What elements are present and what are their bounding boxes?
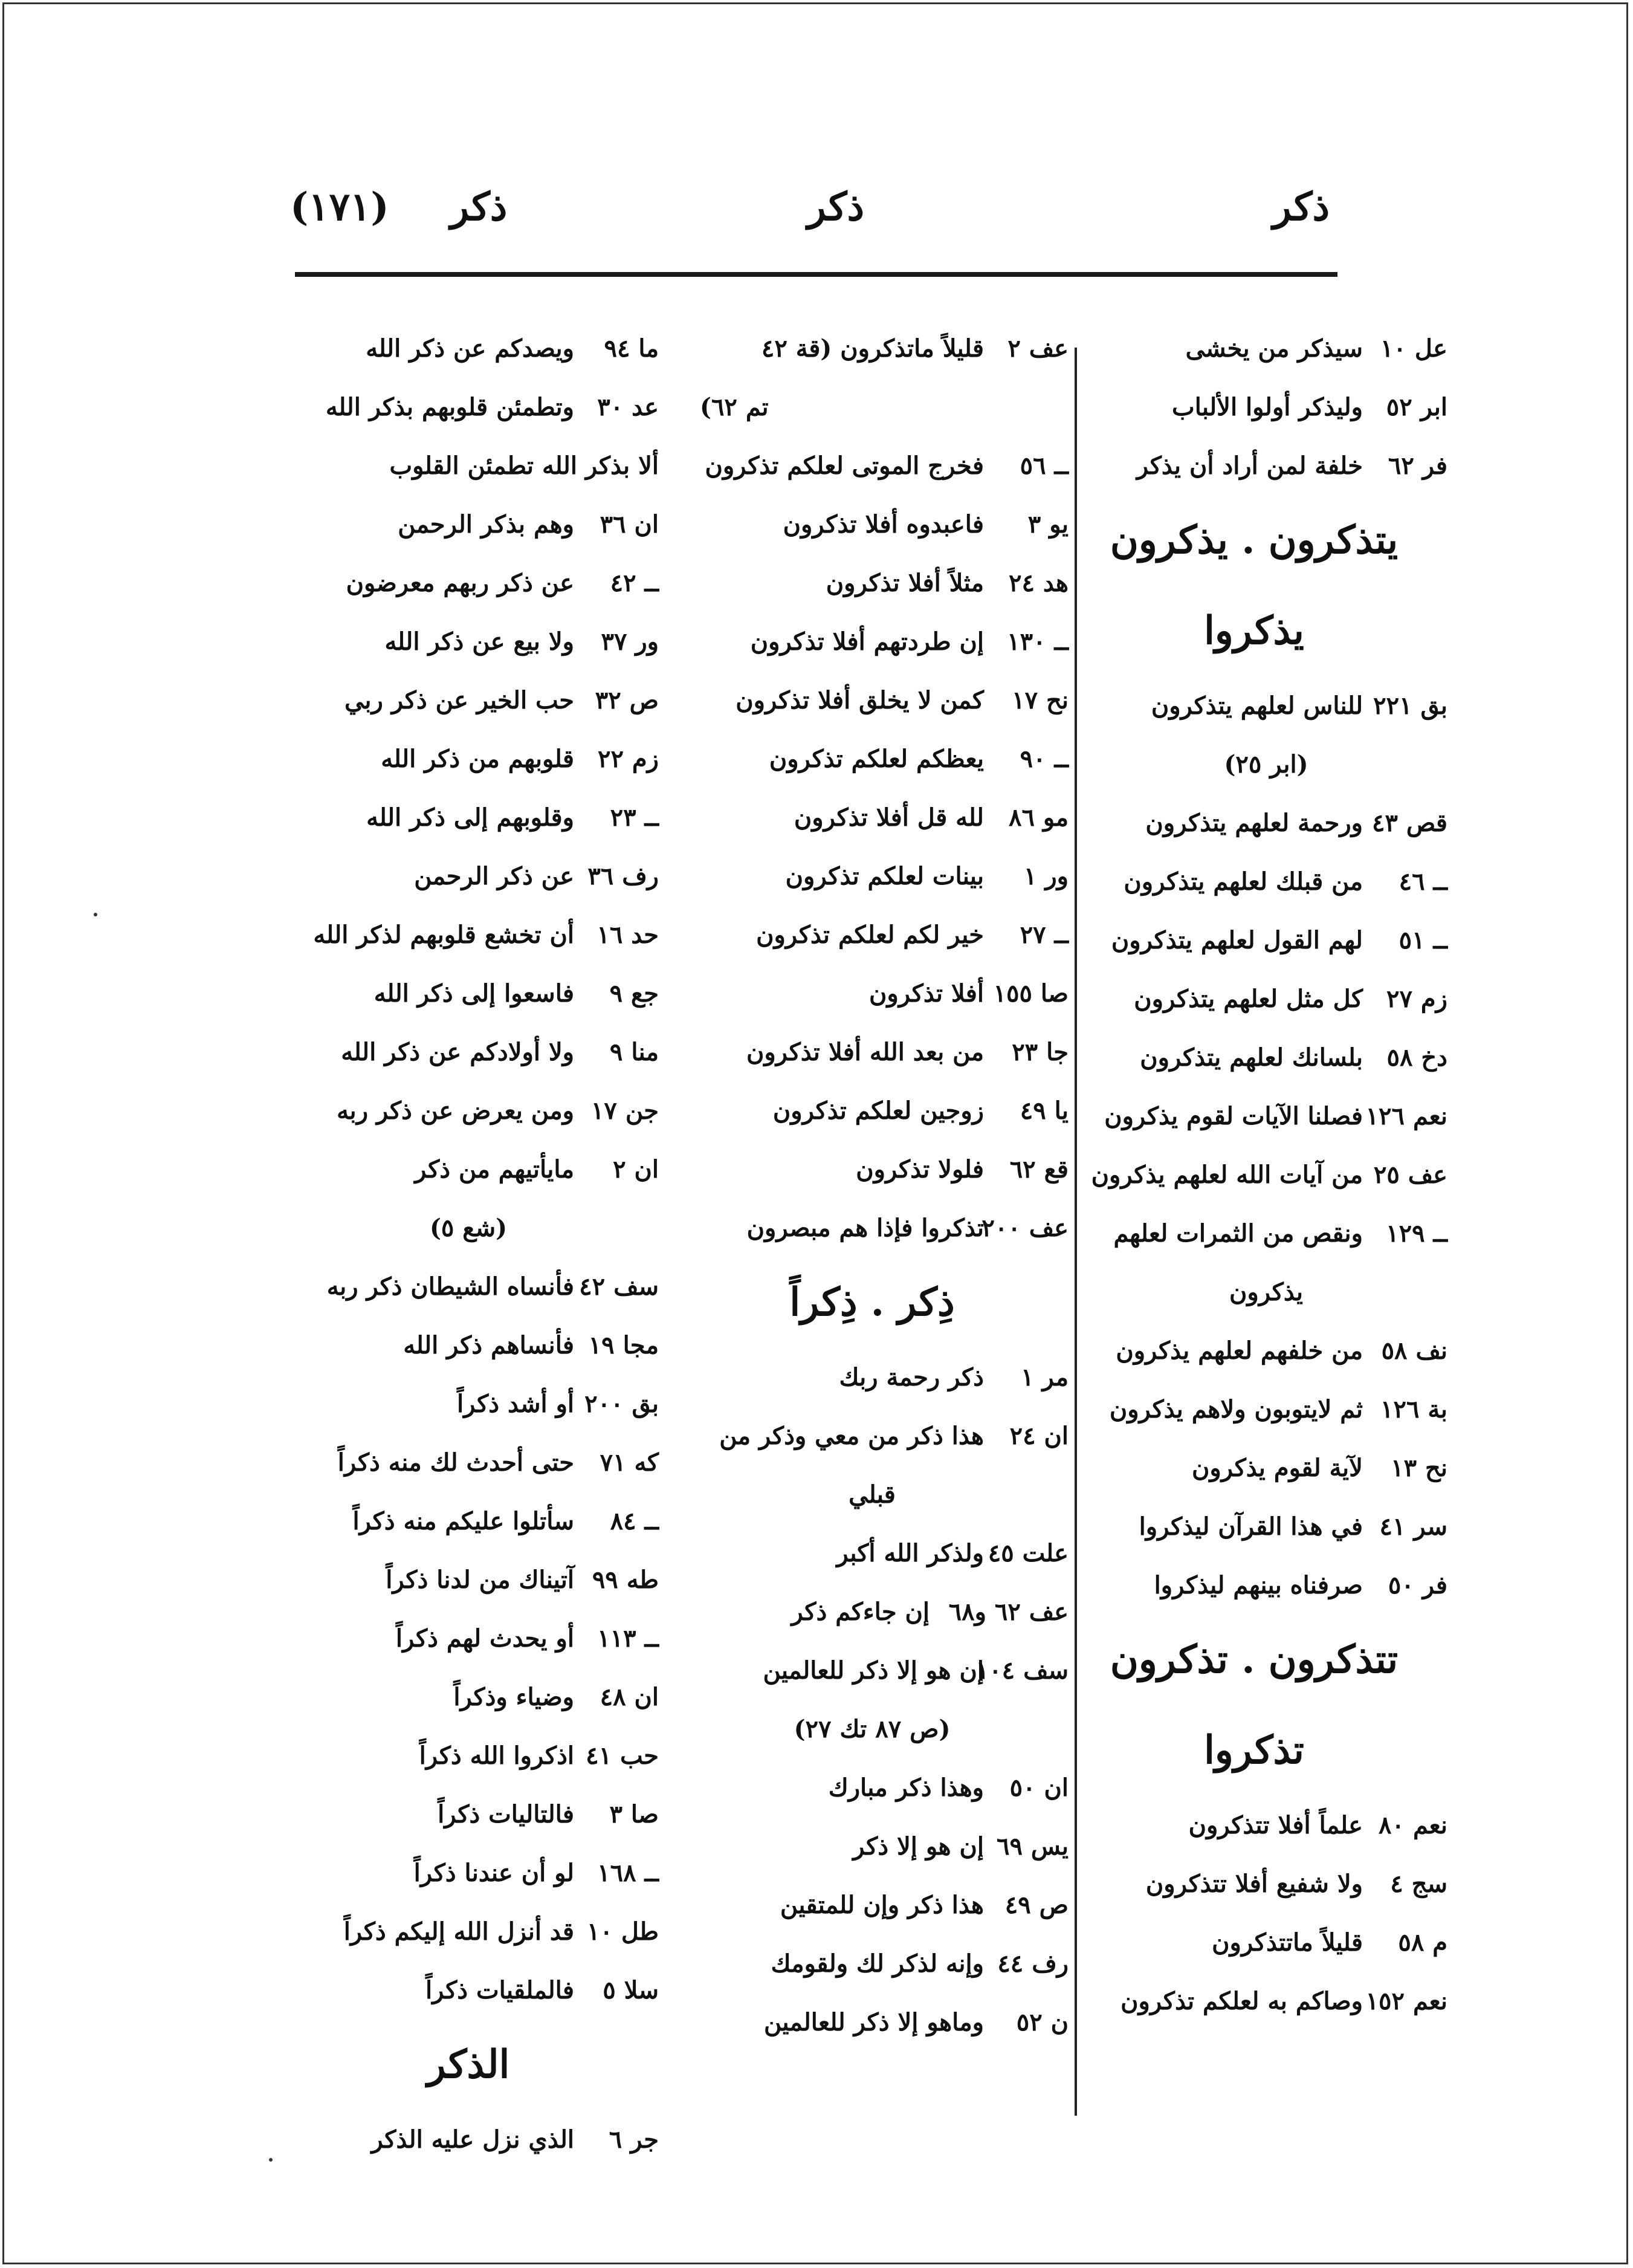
section-heading: تذكروا [1204,1728,1304,1773]
entry-ref: رف ٤٤ [997,1949,1069,1978]
entry-text: بينات لعلكم تذكرون [785,862,984,890]
entry-ref: حد ١٦ [597,921,659,949]
entry-text: حب الخير عن ذكر ربي [344,686,574,714]
index-entry [278,2110,659,2169]
entry-text: وهم بذكر الرحمن [398,510,574,539]
entry-ref: هد ٢٤ [1009,569,1069,597]
index-entry [278,671,659,730]
index-entry [1085,1204,1447,1263]
entry-ref: يس ٦٩ [996,1832,1069,1861]
section-heading: الذكر [427,2042,510,2087]
entry-text: سأتلوا عليكم منه ذكراً [352,1507,574,1535]
entry-text: وتطمئن قلوبهم بذكر الله [325,393,574,421]
entry-text: ورحمة لعلهم يتذكرون [1145,809,1363,837]
index-entry [278,1844,659,1902]
entry-ref: زم ٢٧ [1386,985,1447,1013]
entry-text: هذا ذكر وإن للمتقين [780,1891,984,1919]
section-heading: تتذكرون . تذكرون [1110,1637,1399,1682]
entry-text: وصاكم به لعلكم تذكرون [1120,1987,1363,2015]
entry-text: ونقص من الثمرات لعلهم [1113,1219,1363,1248]
entry-continuation: (ص ٨٧ تك ٢٧) [794,1715,951,1743]
scan-speck [269,2158,273,2162]
entry-ref: بة ١٢٦ [1380,1395,1447,1424]
header-word-right: ذكر [1272,184,1330,230]
entry-ref: عد ٣٠ [597,393,659,421]
scan-speck [94,913,97,916]
index-entry [676,436,1069,495]
entry-text: قد أنزل الله إليكم ذكراً [343,1917,574,1946]
entry-ref: ــ ٨٤ [610,1507,659,1535]
entry-text: وإنه لذكر لك ولقومك [771,1949,984,1978]
entry-text: في هذا القرآن ليذكروا [1139,1512,1363,1541]
index-entry [676,964,1069,1023]
entry-text: ومن يعرض عن ذكر ربه [337,1097,574,1125]
page-header [290,184,1330,251]
index-entry [676,1934,1069,1993]
index-entry [1085,794,1447,852]
entry-text: وقلوبهم إلى ذكر الله [366,803,574,832]
entry-text: ثم لايتوبون ولاهم يذكرون [1109,1395,1363,1424]
entry-ref: يو ٣ [1027,510,1069,539]
column-divider [1075,348,1077,2116]
index-entry [1085,1380,1447,1439]
entry-ref: ان ٢٤ [1009,1422,1069,1450]
index-entry [278,1550,659,1609]
index-entry [278,1902,659,1961]
right-column [1085,319,1447,2030]
entry-ref: ان ٢ [613,1155,659,1184]
entry-ref: مر ١ [1021,1363,1069,1392]
index-entry [676,1876,1069,1934]
entry-text: من خلفهم لعلهم يذكرون [1116,1336,1363,1365]
entry-text: صرفناه بينهم ليذكروا [1154,1571,1363,1599]
entry-ref: ان ٤٨ [600,1683,659,1711]
entry-ref: ور ٣٧ [601,627,659,656]
index-entry [676,847,1069,906]
entry-ref: ــ ٤٢ [610,569,659,597]
index-entry [278,1375,659,1433]
entry-text: أو أشد ذكراً [457,1390,574,1418]
entry-ref: عف ٢٠٠ [981,1214,1069,1242]
entry-ref: جر ٦ [609,2125,659,2154]
index-entry [676,730,1069,788]
index-entry [278,1257,659,1316]
index-entry [278,1433,659,1492]
entry-ref: ص ٤٩ [1004,1891,1069,1919]
index-entry [676,1583,1069,1641]
index-entry [1085,911,1447,970]
entry-ref: عف ٦٢ و٦٨ [948,1598,1069,1626]
index-entry [676,495,1069,554]
index-entry [1085,436,1447,495]
entry-ref: عف ٢ [1007,334,1069,363]
index-entry [676,1348,1069,1407]
entry-text: مايأتيهم من ذكر [415,1155,574,1184]
header-word-left: ذكر [450,184,508,230]
entry-text: سيذكر من يخشى [1185,334,1363,363]
entry-text: كل مثل لعلهم يتذكرون [1134,985,1363,1013]
entry-text: هذا ذكر من معي وذكر من [719,1422,984,1450]
index-entry [676,1993,1069,2052]
entry-text: حتى أحدث لك منه ذكراً [337,1448,574,1477]
entry-ref: عل ١٠ [1380,334,1447,363]
entry-text: خير لكم لعلكم تذكرون [756,921,984,949]
entry-ref: منا ٩ [609,1038,659,1066]
entry-text: للناس لعلهم يتذكرون [1151,692,1363,720]
entry-ref: نف ٥٨ [1381,1336,1447,1365]
left-column [278,319,659,2169]
entry-text: من بعد الله أفلا تذكرون [746,1038,984,1066]
index-entry [278,1668,659,1726]
section-heading: ذِكر . ذِكراً [789,1280,955,1325]
entry-ref: ــ ٥٦ [1020,452,1069,480]
section-heading: يذكروا [1204,608,1304,653]
entry-text: فأنساه الشيطان ذكر ربه [326,1272,574,1301]
entry-text: فاعبدوه أفلا تذكرون [783,510,984,539]
entry-text: فالتاليات ذكراً [438,1800,574,1829]
entry-text: أفلا تذكرون [869,979,984,1008]
entry-ref: ور ١ [1023,862,1069,890]
index-entry [278,1492,659,1550]
entry-ref: فر ٥٠ [1388,1571,1447,1599]
entry-ref: سلا ٥ [603,1976,659,2004]
index-entry [1085,970,1447,1028]
index-entry [676,1817,1069,1876]
entry-ref: ــ ٢٣ [610,803,659,832]
entry-text: قلوبهم من ذكر الله [381,745,574,773]
entry-ref: ما ٩٤ [604,334,659,363]
entry-ref: حب ٤١ [586,1742,659,1770]
entry-ref: ان ٣٦ [600,510,659,539]
index-entry [278,554,659,612]
middle-column [676,319,1069,2052]
entry-text: وليذكر أولوا الألباب [1172,393,1363,421]
entry-ref: ص ٣٢ [595,686,659,714]
entry-text: بلسانك لعلهم يتذكرون [1140,1043,1363,1072]
entry-ref: علت ٤٥ [988,1539,1069,1567]
entry-ref: م ٥٨ [1398,1928,1447,1957]
entry-text: فالملقيات ذكراً [425,1976,574,2004]
index-entry [278,1023,659,1081]
entry-ref: سف ٤٢ [579,1272,659,1301]
index-entry [1085,1855,1447,1913]
index-entry [278,378,659,436]
entry-text: قليلاً ماتذكرون (قة ٤٢ [761,334,984,363]
entry-ref: صا ١٥٥ [993,979,1069,1008]
entry-ref: نح ١٣ [1391,1454,1447,1482]
entry-text: إن هو إلا ذكر للعالمين [763,1656,984,1685]
entry-text: علماً أفلا تتذكرون [1188,1811,1363,1839]
index-entry [1085,1913,1447,1972]
entry-ref: نعم ١٢٦ [1365,1102,1447,1130]
entry-continuation: يذكرون [1229,1278,1303,1306]
entry-ref: بق ٢٢١ [1373,692,1447,720]
index-entry [1085,319,1447,378]
entry-text: عن ذكر ربهم معرضون [346,569,574,597]
entry-text: اذكروا الله ذكراً [419,1742,574,1770]
entry-ref: كه ٧١ [600,1448,659,1477]
index-entry [278,319,659,378]
index-entry [278,788,659,847]
entry-ref: قص ٤٣ [1371,809,1447,837]
entry-continuation: (ابر ٢٥) [1224,750,1308,779]
index-entry [278,906,659,964]
entry-continuation: قبلي [849,1480,896,1509]
entry-ref: قع ٦٢ [1009,1155,1069,1184]
entry-text: لو أن عندنا ذكراً [413,1859,574,1887]
index-entry [278,1785,659,1844]
entry-text: من قبلك لعلهم يتذكرون [1124,867,1363,896]
index-entry [1085,852,1447,911]
entry-text: يعظكم لعلكم تذكرون [769,745,984,773]
entry-text: فخرج الموتى لعلكم تذكرون [705,452,984,480]
index-entry [278,847,659,906]
entry-text: وماهو إلا ذكر للعالمين [763,2008,984,2036]
entry-ref: بق ٢٠٠ [584,1390,659,1418]
index-entry [676,612,1069,671]
entry-text: إن جاءكم ذكر [791,1598,930,1626]
index-entry [1085,676,1447,735]
entry-ref: جن ١٧ [590,1097,659,1125]
entry-ref: ــ ١٢٩ [1386,1219,1447,1248]
index-entry [676,1641,1069,1700]
entry-ref: جا ٢٣ [1012,1038,1069,1066]
entry-text: كمن لا يخلق أفلا تذكرون [736,686,984,714]
index-entry [278,964,659,1023]
entry-ref: سج ٤ [1390,1870,1447,1898]
index-entry [278,730,659,788]
entry-text: ولا شفيع أفلا تتذكرون [1145,1870,1363,1898]
entry-text: ذكر رحمة ربك [839,1363,984,1392]
entry-ref: ابر ٥٢ [1386,393,1447,421]
entry-text: ويصدكم عن ذكر الله [366,334,574,363]
index-entry [278,1609,659,1668]
entry-ref: زم ٢٢ [598,745,659,773]
entry-text: فلولا تذكرون [856,1155,984,1184]
index-entry [676,1023,1069,1081]
entry-ref: ــ ١٦٨ [597,1859,659,1887]
index-entry [676,319,1069,378]
entry-text: ولا أولادكم عن ذكر الله [341,1038,574,1066]
header-rule [295,272,1337,277]
index-entry [676,788,1069,847]
entry-text: تذكروا فإذا هم مبصرون [746,1214,984,1242]
index-entry [278,1316,659,1375]
index-entry [1085,1972,1447,2030]
entry-ref: طل ١٠ [586,1917,659,1946]
index-entry [676,906,1069,964]
entry-text: لآية لقوم يذكرون [1191,1454,1363,1482]
index-entry [278,1140,659,1199]
entry-text: أن تخشع قلوبهم لذكر الله [313,921,574,949]
entry-text: خلفة لمن أراد أن يذكر [1136,452,1363,480]
entry-ref: ــ ١١٣ [597,1624,659,1653]
entry-text: آتيناك من لدنا ذكراً [386,1566,574,1594]
entry-text: وهذا ذكر مبارك [828,1774,984,1802]
entry-text: فصلنا الآيات لقوم يذكرون [1104,1102,1363,1130]
index-entry [278,1961,659,2020]
entry-ref: جع ٩ [609,979,659,1008]
entry-text: زوجين لعلكم تذكرون [772,1097,984,1125]
entry-text: فاسعوا إلى ذكر الله [373,979,574,1008]
entry-ref: يا ٤٩ [1020,1097,1069,1125]
entry-ref: ــ ٥١ [1399,926,1447,954]
entry-continuation: تم ٦٢) [700,393,769,421]
entry-text: من آيات الله لعلهم يذكرون [1091,1161,1363,1189]
entry-ref: طه ٩٩ [592,1566,659,1594]
index-entry [676,1758,1069,1817]
entry-ref: دخ ٥٨ [1386,1043,1447,1072]
entry-text: إن طردتهم أفلا تذكرون [750,627,984,656]
entry-ref: صا ٣ [609,1800,659,1829]
index-entry [1085,1321,1447,1380]
index-entry [676,1524,1069,1583]
index-entry [278,1726,659,1785]
entry-text: وضياء وذكراً [453,1683,574,1711]
index-entry [278,1081,659,1140]
index-entry [676,1140,1069,1199]
header-word-center: ذكر [807,184,864,230]
entry-continuation: (شع ٥) [429,1214,508,1242]
entry-ref: سف ١٠٤ [975,1656,1069,1685]
entry-text: أو يحدث لهم ذكراً [395,1624,574,1653]
entry-text: لهم القول لعلهم يتذكرون [1111,926,1363,954]
entry-text: ولذكر الله أكبر [836,1539,984,1567]
entry-text: إن هو إلا ذكر [853,1832,984,1861]
index-entry [278,612,659,671]
entry-ref: سر ٤١ [1379,1512,1447,1541]
index-entry [1085,1028,1447,1087]
entry-text: الذي نزل عليه الذكر [371,2125,574,2154]
entry-text: لله قل أفلا تذكرون [794,803,984,832]
entry-ref: فر ٦٢ [1388,452,1447,480]
index-entry [278,495,659,554]
section-heading: يتذكرون . يذكرون [1110,517,1399,563]
entry-ref: ــ ١٣٠ [1007,627,1069,656]
index-entry [676,671,1069,730]
index-entry [676,554,1069,612]
index-entry [1085,1087,1447,1145]
index-entry [676,1199,1069,1257]
entry-ref: مجا ١٩ [588,1331,659,1359]
index-entry [1085,1145,1447,1204]
entry-ref: نعم ٨٠ [1379,1811,1447,1839]
entry-text: قليلاً ماتتذكرون [1212,1928,1363,1957]
index-entry [1085,1556,1447,1615]
entry-ref: ــ ٢٧ [1020,921,1069,949]
entry-ref: عف ٢٥ [1373,1161,1447,1189]
index-entry [676,1081,1069,1140]
index-entry [1085,1796,1447,1855]
entry-ref: ــ ٩٠ [1020,745,1069,773]
entry-text: عن ذكر الرحمن [414,862,574,890]
page-number: (١٧١) [290,184,389,230]
index-entry [676,1407,1069,1465]
index-entry [1085,378,1447,436]
entry-continuation: ألا بذكر الله تطمئن القلوب [389,452,659,480]
entry-ref: نح ١٧ [1012,686,1069,714]
entry-ref: نعم ١٥٢ [1365,1987,1447,2015]
index-entry [1085,1497,1447,1556]
entry-ref: ــ ٤٦ [1399,867,1447,896]
entry-ref: رف ٣٦ [587,862,659,890]
entry-ref: ان ٥٠ [1009,1774,1069,1802]
index-entry [1085,1439,1447,1497]
entry-ref: ن ٥٢ [1016,2008,1069,2036]
entry-ref: مو ٨٦ [1009,803,1069,832]
entry-text: ولا بيع عن ذكر الله [384,627,574,656]
entry-text: مثلاً أفلا تذكرون [826,569,984,597]
entry-text: فأنساهم ذكر الله [403,1331,574,1359]
